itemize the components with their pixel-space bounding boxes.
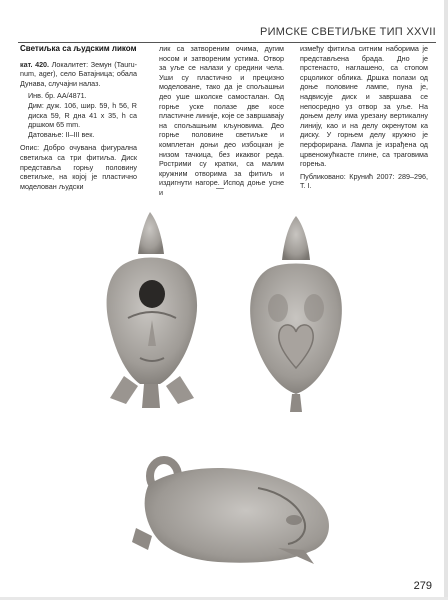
description-part-2: лик са затвореним очима, дугим носом и затвореним устима. Отвор за уље се налази у средини чела. Уши су пластично и прецизно моделоване, тако да је спољашњи део уше школске самосталан. Од горње уске полазе две косе пластичне линије, које се завршавају на спољашњим кљуновима. Део горње половине светиљке и комплетан доњи део избоцкан је низом тачкица, без икаквог реда. Рострими су кратки, са малим кружним отворима за фитиљ и издигнути нагоре. Испод доње усне и [159, 44, 284, 197]
page-number: 279 [413, 580, 432, 592]
inventory-number: Инв. бр. АА/4871. [28, 91, 87, 101]
lamp-front-view [88, 208, 218, 428]
description-part-1: Опис: Добро очувана фигурална светиљка са три фитиља. Диск представља горњу половину светиљке, на којој је пластично моделован људски [20, 143, 137, 191]
text-column-3 [300, 44, 428, 194]
dating: Датовање: II–III век. [28, 129, 95, 139]
lamp-side-view [108, 446, 344, 570]
lamp-back-view [236, 212, 356, 422]
catalog-location [20, 60, 137, 89]
dimensions: Дим: дуж. 106, шир. 59, h 56, R диска 59, R дна 41 x 35, h са дршком 65 mm. [28, 100, 137, 130]
header-rule [18, 42, 436, 43]
entry-title: Светиљка са људским ликом [20, 44, 137, 53]
location-text: Локалитет: Земун (Tauru-num, ager), село Батајница; обала Дунава, случајни налаз. [20, 59, 137, 88]
publication-text: Крунић 2007: 289–296, Т. I. [300, 171, 428, 191]
column-tick-mark [216, 188, 224, 189]
publication-label: Публиковано: [300, 171, 346, 181]
catalog-number: кат. 420. [20, 59, 50, 69]
running-header: РИМСКЕ СВЕТИЉКЕ ТИП XXVII [259, 26, 436, 38]
description-part-3: између фитиља ситним наборима је представљена брада. Дно је прстенасто, наглашено, са стопом срцоликог облика. Дршка полази од доње половине лампе, пуна је, надвисује диск и завршава се непосредно уз отвор за уље. На доњем делу има урезану вертикалну линију, као и на делу окренутом ка диску. У горњем делу кружно је перфорирана. Лампа је израђена од црвеножућкасте глине, са траговима горења. [300, 44, 428, 169]
page-edge-shadow [444, 0, 448, 600]
text-column-2 [159, 44, 284, 201]
text-column-1 [20, 44, 137, 194]
publication [300, 172, 428, 191]
